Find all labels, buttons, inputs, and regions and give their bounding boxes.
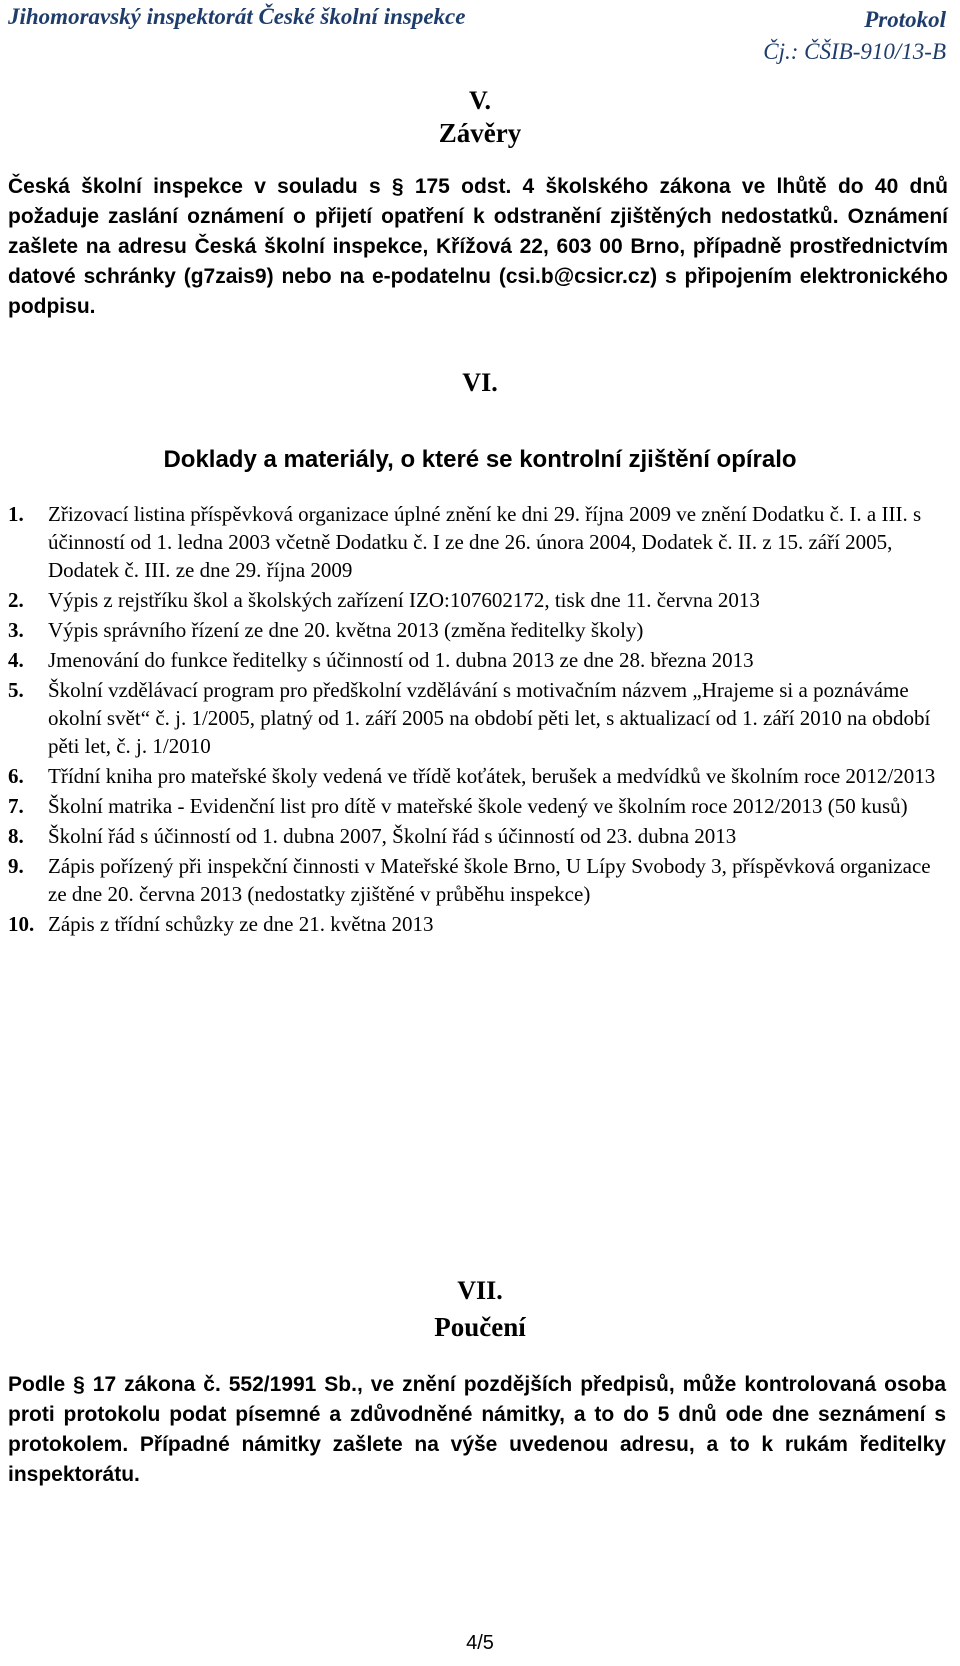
list-item bbox=[8, 762, 948, 790]
item-text: Výpis správního řízení ze dne 20. května 2013 (změna ředitelky školy) bbox=[48, 618, 644, 642]
item-number: 5. bbox=[8, 678, 24, 702]
item-number: 2. bbox=[8, 588, 24, 612]
item-number: 10. bbox=[8, 912, 35, 936]
item-number: 6. bbox=[8, 764, 24, 788]
item-text: Školní vzdělávací program pro předškolní vzdělávání s motivačním názvem „Hrajeme si a poznáváme okolní svět“ č. j. 1/2005, platný od 1. září 2005 na období pěti let, s aktualizací od 1. září 2010 na období pěti let, č. j. 1/2010 bbox=[48, 678, 931, 758]
item-number: 1. bbox=[8, 502, 24, 526]
section-6-number: VI. bbox=[462, 368, 498, 397]
item-number: 7. bbox=[8, 794, 24, 818]
section-5-text: Česká školní inspekce v souladu s § 175 odst. 4 školského zákona ve lhůtě do 40 dnů požaduje zaslání oznámení o přijetí opatření k odstranění zjištěných nedostatků. Oznámení zašlete na adresu Česká školní inspekce, Křížová 22, 603 00 Brno, případně prostřednictvím datové schránky (g7zais9) nebo na e-podatelnu (csi.b@csicr.cz) s připojením elektronického podpisu. bbox=[8, 175, 948, 318]
header-reference bbox=[763, 4, 946, 68]
list-item bbox=[8, 616, 948, 644]
page-number: 4/5 bbox=[466, 1632, 494, 1654]
section-5-number: V. bbox=[469, 86, 491, 115]
item-text: Výpis z rejstříku škol a školských zařízení IZO:107602172, tisk dne 11. června 2013 bbox=[48, 588, 760, 612]
item-number: 3. bbox=[8, 618, 24, 642]
item-number: 8. bbox=[8, 824, 24, 848]
list-item bbox=[8, 646, 948, 674]
item-text: Školní řád s účinností od 1. dubna 2007, Školní řád s účinností od 23. dubna 2013 bbox=[48, 824, 737, 848]
list-item bbox=[8, 822, 948, 850]
item-number: 4. bbox=[8, 648, 24, 672]
item-text: Třídní kniha pro mateřské školy vedená ve třídě koťátek, berušek a medvídků ve školním roce 2012/2013 bbox=[48, 764, 936, 788]
item-text: Školní matrika - Evidenční list pro dítě v mateřské škole vedený ve školním roce 2012/2013 (50 kusů) bbox=[48, 794, 908, 818]
list-item bbox=[8, 676, 948, 760]
header-case-number: Čj.: ČŠIB-910/13-B bbox=[763, 39, 946, 64]
list-item bbox=[8, 500, 948, 584]
list-item bbox=[8, 852, 948, 908]
list-item bbox=[8, 910, 948, 938]
item-text: Zápis z třídní schůzky ze dne 21. května 2013 bbox=[48, 912, 434, 936]
item-text: Zápis pořízený při inspekční činnosti v Mateřské škole Brno, U Lípy Svobody 3, příspěvková organizace ze dne 20. června 2013 (nedostatky zjištěné v průběhu inspekce) bbox=[48, 854, 931, 906]
section-7-number: VII. bbox=[457, 1276, 503, 1305]
header-doc-type: Protokol bbox=[864, 7, 946, 32]
list-item bbox=[8, 792, 948, 820]
documents-list bbox=[8, 500, 948, 940]
list-item bbox=[8, 586, 948, 614]
header-organization: Jihomoravský inspektorát České školní inspekce bbox=[8, 4, 466, 29]
item-number: 9. bbox=[8, 854, 24, 878]
section-7-title: Poučení bbox=[434, 1312, 526, 1342]
section-7-text: Podle § 17 zákona č. 552/1991 Sb., ve znění pozdějších předpisů, může kontrolovaná osoba proti protokolu podat písemné a zdůvodněné námitky, a to do 5 dnů ode dne seznámení s protokolem. Případné námitky zašlete na výše uvedenou adresu, a to k rukám ředitelky inspektorátu. bbox=[8, 1373, 946, 1486]
section-5-title: Závěry bbox=[438, 118, 522, 148]
item-text: Jmenování do funkce ředitelky s účinností od 1. dubna 2013 ze dne 28. března 2013 bbox=[48, 648, 754, 672]
item-text: Zřizovací listina příspěvková organizace úplné znění ke dni 29. října 2009 ve znění Dodatku č. I. a III. s účinností od 1. ledna 2003 včetně Dodatku č. I ze dne 26. února 2004, Dodatek č. II. z 15. září 2005, Dodatek č. III. ze dne 29. října 2009 bbox=[48, 502, 922, 582]
section-6-title: Doklady a materiály, o které se kontrolní zjištění opíralo bbox=[163, 446, 797, 473]
